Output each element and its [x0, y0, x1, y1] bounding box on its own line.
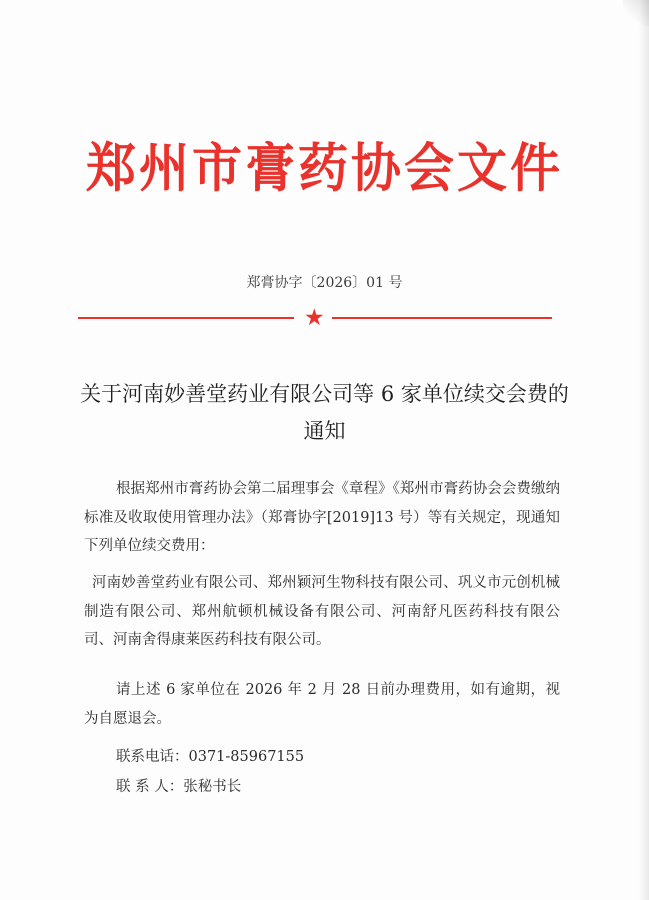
divider-line-right	[332, 317, 552, 319]
contact-person: 联 系 人：张秘书长	[116, 779, 242, 795]
contact-phone: 联系电话：0371-85967155	[116, 749, 305, 765]
red-divider	[78, 305, 552, 331]
document-number: 郑膏协字〔2026〕01 号	[246, 275, 403, 291]
paragraph-unit-list: 河南妙善堂药业有限公司、郑州颖河生物科技有限公司、巩义市元创机械制造有限公司、郑州航顿机械设备有限公司、河南舒凡医药科技有限公司、河南舍得康莱医药科技有限公司。	[84, 575, 560, 648]
paragraph-basis: 根据郑州市膏药协会第二届理事会《章程》《郑州市膏药协会会费缴纳标准及收取使用管理办法》（郑膏协字[2019]13 号）等有关规定，现通知下列单位续交费用：	[84, 481, 560, 554]
scan-shadow-corner	[623, 0, 649, 26]
notice-title: 关于河南妙善堂药业有限公司等 6 家单位续交会费的通知	[80, 382, 569, 443]
divider-line-left	[78, 317, 294, 319]
paragraph-deadline: 请上述 6 家单位在 2026 年 2 月 28 日前办理费用，如有逾期，视为自愿退会。	[84, 682, 560, 727]
star-icon: ★	[304, 305, 325, 331]
letterhead-title: 郑州市膏药协会文件	[86, 136, 563, 199]
